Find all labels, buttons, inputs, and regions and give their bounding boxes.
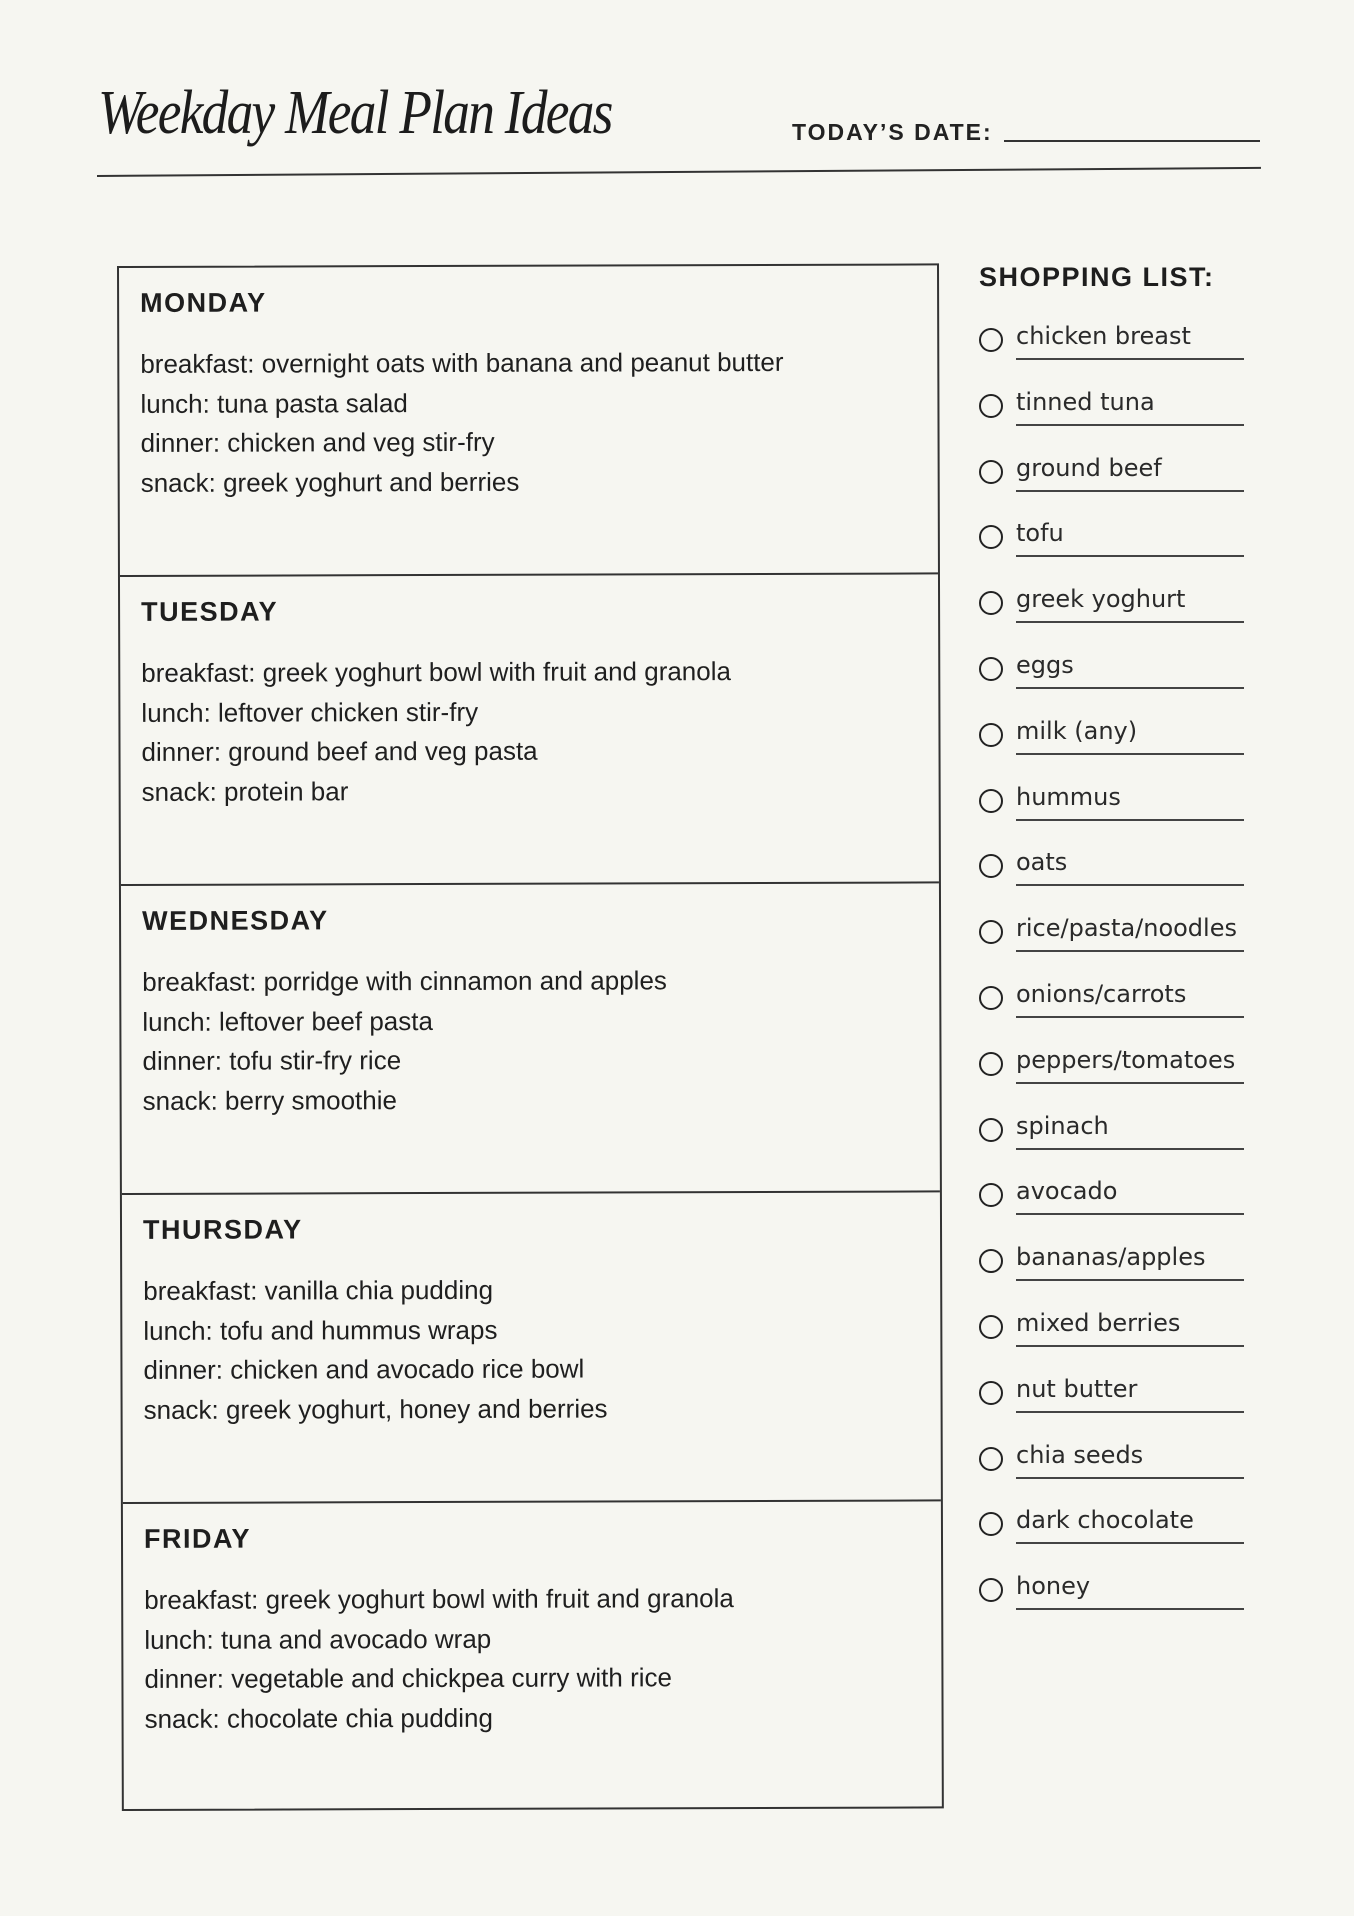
meal-list [144, 1579, 734, 1739]
shopping-list-item [979, 647, 1259, 713]
checkbox-circle[interactable] [979, 1118, 1003, 1142]
item-underline [1016, 358, 1244, 360]
meal-breakfast: breakfast: greek yoghurt bowl with fruit and granola [141, 656, 731, 688]
shopping-item-label: mixed berries [1016, 1308, 1181, 1337]
meal-list [140, 343, 784, 503]
shopping-list-item [979, 1568, 1259, 1634]
checkbox-circle[interactable] [979, 1578, 1003, 1602]
header-divider [97, 167, 1261, 177]
shopping-item-label: chicken breast [1016, 322, 1191, 350]
todays-date-label: TODAY’S DATE: [792, 119, 993, 145]
day-block-friday [123, 1501, 942, 1813]
meal-lunch: lunch: tuna pasta salad [140, 387, 408, 419]
meal-dinner: dinner: tofu stir-fry rice [142, 1045, 402, 1076]
shopping-list-item [979, 581, 1259, 647]
checkbox-circle[interactable] [979, 1447, 1003, 1471]
shopping-list-item [979, 1239, 1259, 1305]
shopping-item-label: milk (any) [1016, 716, 1138, 745]
todays-date-field-line[interactable] [1004, 140, 1260, 142]
item-underline [1016, 884, 1244, 886]
item-underline [1016, 1542, 1244, 1544]
meal-list [142, 961, 667, 1121]
meal-list [143, 1270, 607, 1429]
item-underline [1016, 819, 1244, 821]
day-block-monday [119, 265, 938, 577]
shopping-list-item [979, 844, 1259, 910]
shopping-item-label: peppers/tomatoes [1016, 1045, 1236, 1074]
item-underline [1016, 1345, 1244, 1347]
item-underline [1016, 1477, 1244, 1479]
meal-snack: snack: greek yoghurt and berries [140, 466, 520, 498]
item-underline [1016, 950, 1244, 952]
meal-lunch: lunch: tofu and hummus wraps [143, 1314, 498, 1346]
checkbox-circle[interactable] [979, 591, 1003, 615]
shopping-list-item [979, 1371, 1259, 1437]
page-title: Weekday Meal Plan Ideas [98, 79, 612, 147]
item-underline [1016, 555, 1244, 557]
checkbox-circle[interactable] [979, 1183, 1003, 1207]
meal-lunch: lunch: leftover chicken stir-fry [141, 696, 479, 728]
checkbox-circle[interactable] [979, 394, 1003, 418]
day-block-thursday [122, 1192, 941, 1504]
meal-dinner: dinner: chicken and veg stir-fry [140, 426, 495, 458]
shopping-item-label: ground beef [1016, 453, 1162, 482]
meal-snack: snack: greek yoghurt, honey and berries [143, 1392, 608, 1425]
item-underline [1016, 1148, 1244, 1150]
item-underline [1016, 1608, 1244, 1610]
day-heading: THURSDAY [142, 1214, 303, 1245]
shopping-item-label: tofu [1016, 519, 1064, 548]
shopping-list [979, 318, 1259, 1634]
shopping-item-label: rice/pasta/noodles [1016, 914, 1237, 943]
item-underline [1016, 424, 1244, 426]
meal-breakfast: breakfast: porridge with cinnamon and apples [142, 965, 667, 997]
checkbox-circle[interactable] [979, 525, 1003, 549]
shopping-item-label: onions/carrots [1016, 979, 1187, 1008]
meal-lunch: lunch: tuna and avocado wrap [144, 1623, 492, 1655]
meal-list [141, 652, 731, 812]
item-underline [1016, 687, 1244, 689]
shopping-item-label: avocado [1016, 1177, 1118, 1206]
checkbox-circle[interactable] [979, 1249, 1003, 1273]
day-heading: FRIDAY [143, 1523, 252, 1554]
meal-snack: snack: protein bar [141, 775, 349, 807]
checkbox-circle[interactable] [979, 1052, 1003, 1076]
checkbox-circle[interactable] [979, 920, 1003, 944]
shopping-item-label: hummus [1016, 782, 1121, 811]
meal-lunch: lunch: leftover beef pasta [142, 1005, 433, 1037]
item-underline [1016, 490, 1244, 492]
shopping-list-item [979, 713, 1259, 779]
checkbox-circle[interactable] [979, 1512, 1003, 1536]
item-underline [1016, 1016, 1244, 1018]
shopping-list-heading: SHOPPING LIST: [979, 262, 1215, 292]
shopping-item-label: spinach [1016, 1111, 1109, 1140]
checkbox-circle[interactable] [979, 657, 1003, 681]
item-underline [1016, 1082, 1244, 1084]
shopping-list-item [979, 910, 1259, 976]
shopping-item-label: dark chocolate [1016, 1506, 1194, 1535]
meal-breakfast: breakfast: vanilla chia pudding [143, 1274, 494, 1306]
checkbox-circle[interactable] [979, 460, 1003, 484]
checkbox-circle[interactable] [979, 328, 1003, 352]
shopping-list-item [979, 976, 1259, 1042]
meal-dinner: dinner: ground beef and veg pasta [141, 735, 538, 767]
shopping-item-label: chia seeds [1016, 1440, 1144, 1469]
day-block-tuesday [120, 574, 939, 886]
checkbox-circle[interactable] [979, 986, 1003, 1010]
checkbox-circle[interactable] [979, 854, 1003, 878]
shopping-item-label: greek yoghurt [1016, 585, 1186, 614]
meal-dinner: dinner: chicken and avocado rice bowl [143, 1353, 585, 1385]
shopping-list-item [979, 515, 1259, 581]
weekday-plan-grid [117, 263, 944, 1811]
shopping-item-label: eggs [1016, 650, 1074, 679]
meal-breakfast: breakfast: greek yoghurt bowl with fruit and granola [144, 1583, 734, 1615]
shopping-item-label: nut butter [1016, 1374, 1138, 1403]
checkbox-circle[interactable] [979, 789, 1003, 813]
day-heading: TUESDAY [141, 596, 279, 627]
checkbox-circle[interactable] [979, 723, 1003, 747]
shopping-list-item [979, 1042, 1259, 1108]
item-underline [1016, 1213, 1244, 1215]
item-underline [1016, 1411, 1244, 1413]
checkbox-circle[interactable] [979, 1315, 1003, 1339]
shopping-item-label: bananas/apples [1016, 1243, 1206, 1272]
item-underline [1016, 621, 1244, 623]
shopping-list-item [979, 318, 1259, 384]
day-block-wednesday [121, 883, 940, 1195]
meal-snack: snack: berry smoothie [142, 1084, 397, 1116]
shopping-list-item [979, 1305, 1259, 1371]
day-heading: WEDNESDAY [142, 905, 329, 936]
shopping-list-item [979, 779, 1259, 845]
shopping-item-label: oats [1016, 848, 1068, 877]
item-underline [1016, 753, 1244, 755]
shopping-list-item [979, 384, 1259, 450]
meal-breakfast: breakfast: overnight oats with banana and peanut butter [140, 346, 784, 379]
shopping-list-item [979, 1437, 1259, 1503]
shopping-list-item [979, 450, 1259, 516]
checkbox-circle[interactable] [979, 1381, 1003, 1405]
shopping-list-item [979, 1108, 1259, 1174]
shopping-item-label: tinned tuna [1016, 387, 1155, 416]
shopping-list-item [979, 1173, 1259, 1239]
shopping-list-item [979, 1502, 1259, 1568]
meal-snack: snack: chocolate chia pudding [144, 1702, 493, 1734]
day-heading: MONDAY [140, 287, 267, 318]
item-underline [1016, 1279, 1244, 1281]
meal-dinner: dinner: vegetable and chickpea curry with rice [144, 1662, 672, 1694]
shopping-item-label: honey [1016, 1572, 1091, 1601]
